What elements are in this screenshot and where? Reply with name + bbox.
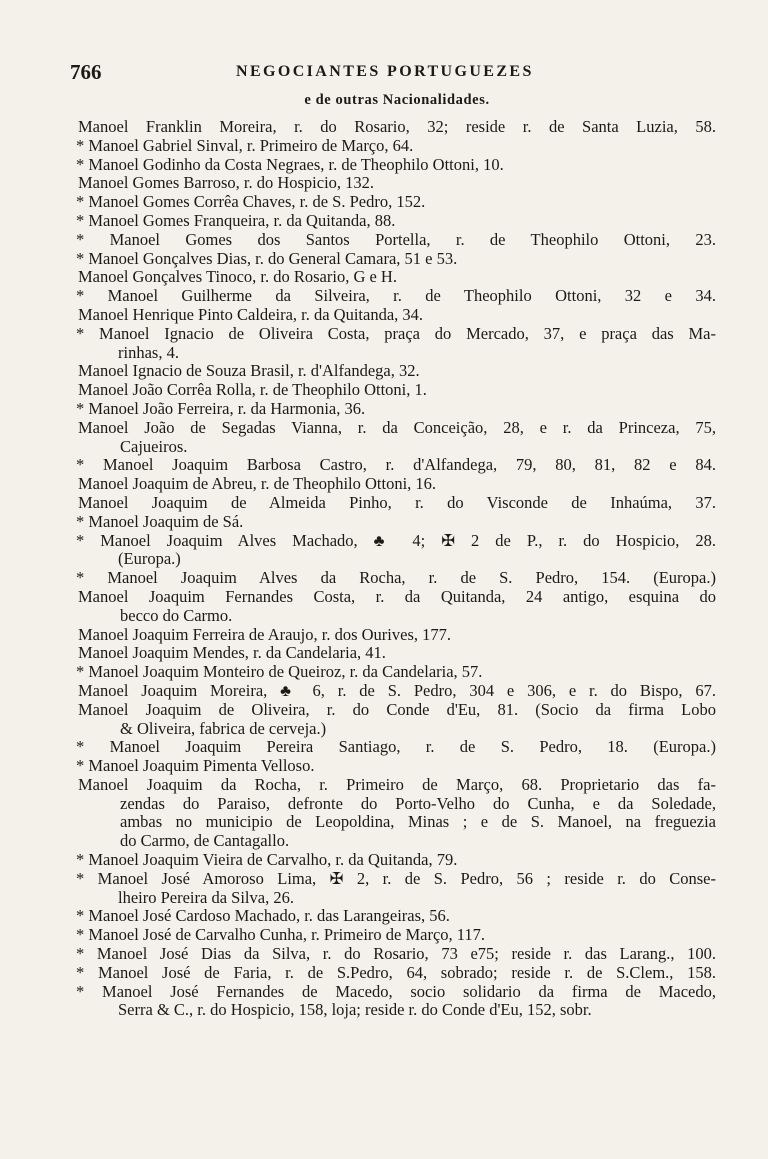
directory-entry [0, 532, 768, 570]
entry-line: Manoel João de Segadas Vianna, r. da Conceição, 28, e r. da Princeza, 75, [78, 417, 716, 437]
directory-entry [0, 419, 768, 457]
directory-entry [0, 870, 768, 908]
directory-entry [0, 306, 768, 325]
directory-entry [0, 569, 768, 588]
entry-line: * Manoel Gomes dos Santos Portella, r. de Theophilo Ottoni, 23. [76, 229, 716, 249]
directory-entry [0, 738, 768, 757]
directory-entry [0, 381, 768, 400]
directory-entry [0, 287, 768, 306]
entry-line: * Manoel Joaquim Pereira Santiago, r. de S. Pedro, 18. (Europa.) [76, 737, 716, 757]
directory-entry [0, 400, 768, 419]
directory-entry [0, 118, 768, 137]
directory-entry [0, 268, 768, 287]
entry-continuation-line: Cajueiros. [120, 436, 188, 456]
directory-entry [0, 456, 768, 475]
entry-line: Manoel João Corrêa Rolla, r. de Theophilo Ottoni, 1. [78, 380, 427, 400]
entry-line: Manoel Ignacio de Souza Brasil, r. d'Alfandega, 32. [78, 361, 420, 381]
directory-entry [0, 701, 768, 739]
directory-entry [0, 907, 768, 926]
entry-line: * Manoel Guilherme da Silveira, r. de Theophilo Ottoni, 32 e 34. [76, 286, 716, 306]
directory-entry [0, 983, 768, 1021]
entry-line: * Manoel Joaquim Monteiro de Queiroz, r. da Candelaria, 57. [76, 662, 483, 682]
directory-entry [0, 137, 768, 156]
directory-entry [0, 851, 768, 870]
page-number: 766 [70, 60, 102, 84]
entry-line: Manoel Joaquim da Rocha, r. Primeiro de Março, 68. Proprietario das fa- [78, 774, 716, 794]
entry-line: * Manoel Joaquim Vieira de Carvalho, r. da Quitanda, 79. [76, 850, 458, 870]
directory-entry [0, 644, 768, 663]
entry-line: * Manoel José Dias da Silva, r. do Rosario, 73 e75; reside r. das Larang., 100. [76, 944, 716, 964]
entry-line: * Manoel Joaquim Pimenta Velloso. [76, 756, 315, 776]
entry-line: * Manoel José Fernandes de Macedo, socio solidario da firma de Macedo, [76, 981, 716, 1001]
directory-entry [0, 757, 768, 776]
entry-line: * Manoel Godinho da Costa Negraes, r. de Theophilo Ottoni, 10. [76, 154, 504, 174]
entry-line: * Manoel José Amoroso Lima, ✠ 2, r. de S. Pedro, 56 ; reside r. do Conse- [76, 868, 716, 888]
entry-line: * Manoel Gonçalves Dias, r. do General Camara, 51 e 53. [76, 248, 458, 268]
entry-line: * Manoel Gomes Corrêa Chaves, r. de S. Pedro, 152. [76, 192, 426, 212]
entry-continuation-line: becco do Carmo. [120, 605, 233, 625]
entry-line: * Manoel José de Faria, r. de S.Pedro, 64, sobrado; reside r. de S.Clem., 158. [76, 962, 716, 982]
entry-continuation-line: do Carmo, de Cantagallo. [120, 831, 290, 851]
directory-entry [0, 174, 768, 193]
entry-continuation-line: & Oliveira, fabrica de cerveja.) [120, 718, 327, 738]
directory-entry [0, 513, 768, 532]
directory-entry [0, 926, 768, 945]
directory-entry [0, 212, 768, 231]
directory-entry [0, 964, 768, 983]
directory-entry [0, 945, 768, 964]
entry-line: * Manoel Joaquim Alves Machado, ♣ 4; ✠ 2 de P., r. do Hospicio, 28. [76, 530, 716, 550]
entry-continuation-line: Serra & C., r. do Hospicio, 158, loja; reside r. do Conde d'Eu, 152, sobr. [118, 1000, 592, 1020]
entry-line: * Manoel Gabriel Sinval, r. Primeiro de Março, 64. [76, 135, 414, 155]
entry-line: Manoel Henrique Pinto Caldeira, r. da Quitanda, 34. [78, 304, 424, 324]
entry-continuation-line: zendas do Paraiso, defronte do Porto-Velho do Cunha, e da Soledade, [120, 793, 716, 813]
entry-line: * Manoel José Cardoso Machado, r. das Larangeiras, 56. [76, 906, 450, 926]
entry-continuation-line: (Europa.) [118, 549, 181, 569]
section-subtitle: e de outras Nacionalidades. [304, 92, 490, 108]
entry-line: Manoel Franklin Moreira, r. do Rosario, 32; reside r. de Santa Luzia, 58. [78, 117, 716, 136]
directory-entry [0, 663, 768, 682]
entry-line: * Manoel Gomes Franqueira, r. da Quitanda, 88. [76, 210, 396, 230]
entry-line: Manoel Joaquim de Almeida Pinho, r. do Visconde de Inhaúma, 37. [78, 492, 716, 512]
entry-line: Manoel Gomes Barroso, r. do Hospicio, 132. [78, 173, 375, 193]
entry-line: * Manoel Joaquim Alves da Rocha, r. de S. Pedro, 154. (Europa.) [76, 568, 716, 588]
directory-entry [0, 156, 768, 175]
entry-line: * Manoel Ignacio de Oliveira Costa, praça do Mercado, 37, e praça das Ma- [76, 323, 716, 343]
entry-line: Manoel Joaquim Fernandes Costa, r. da Quitanda, 24 antigo, esquina do [78, 586, 716, 606]
entry-line: Manoel Gonçalves Tinoco, r. do Rosario, G e H. [78, 267, 397, 287]
directory-entry [0, 494, 768, 513]
directory-entry [0, 362, 768, 381]
entry-continuation-line: lheiro Pereira da Silva, 26. [118, 887, 294, 907]
entry-line: * Manoel José de Carvalho Cunha, r. Primeiro de Março, 117. [76, 925, 486, 945]
entry-line: * Manoel Joaquim Barbosa Castro, r. d'Alfandega, 79, 80, 81, 82 e 84. [76, 455, 716, 475]
directory-entry [0, 325, 768, 363]
directory-entries [0, 118, 768, 1020]
entry-line: Manoel Joaquim Ferreira de Araujo, r. dos Ourives, 177. [78, 624, 452, 644]
entry-line: Manoel Joaquim de Oliveira, r. do Conde d'Eu, 81. (Socio da firma Lobo [78, 699, 716, 719]
entry-line: * Manoel João Ferreira, r. da Harmonia, 36. [76, 398, 366, 418]
running-title: NEGOCIANTES PORTUGUEZES [236, 63, 534, 80]
directory-entry [0, 776, 768, 851]
directory-entry [0, 588, 768, 626]
page-header [0, 60, 768, 84]
directory-entry [0, 682, 768, 701]
directory-entry [0, 193, 768, 212]
directory-entry [0, 475, 768, 494]
directory-entry [0, 250, 768, 269]
entry-continuation-line: ambas no municipio de Leopoldina, Minas ; e de S. Manoel, na freguezia [120, 812, 716, 832]
entry-line: * Manoel Joaquim de Sá. [76, 511, 244, 531]
directory-entry [0, 626, 768, 645]
entry-continuation-line: rinhas, 4. [118, 342, 179, 362]
entry-line: Manoel Joaquim de Abreu, r. de Theophilo Ottoni, 16. [78, 474, 437, 494]
directory-entry [0, 231, 768, 250]
entry-line: Manoel Joaquim Mendes, r. da Candelaria, 41. [78, 643, 386, 663]
entry-line: Manoel Joaquim Moreira, ♣ 6, r. de S. Pedro, 304 e 306, e r. do Bispo, 67. [78, 680, 716, 700]
